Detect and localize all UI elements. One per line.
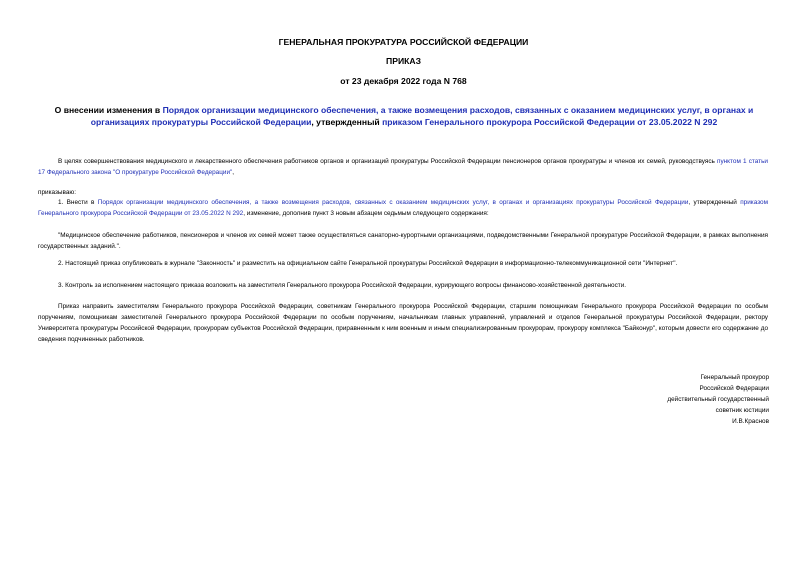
distribution-paragraph: Приказ направить заместителям Генерального прокурора Российской Федерации, советникам Генерального прокурора Российской Федерации, старшим помощникам Генерального прокурора Российской Федерации по особым поручениям, помощникам заместителей Генерального прокурора Российской Федерации по особым поручениям, начальникам главных управлений, управлений и отделов Генеральной прокуратуры Российской Федерации, ректору Университета прокуратуры Российской Федерации, прокурорам субъектов Российской Федерации, приравненным к ним военным и иным специализированным прокурорам, прокурору комплекса "Байконур", которым довести его содержание до сведения подчиненных работников. <box>38 303 768 343</box>
title-prefix: О внесении изменения в <box>54 105 163 115</box>
title-link-order-292[interactable]: приказом Генерального прокурора Российской Федерации от 23.05.2022 N 292 <box>382 117 718 127</box>
item1-end: , изменение, дополнив пункт 3 новым абзацем седьмым следующего содержания: <box>243 210 489 217</box>
item1-prefix: 1. Внести в <box>58 199 98 206</box>
signature-position: Генеральный прокурор <box>700 374 769 381</box>
signature-name: И.В.Краснов <box>732 418 769 425</box>
title-middle: , утвержденный <box>311 117 383 127</box>
signature-rank: действительный государственный <box>667 396 769 403</box>
item1-link-procedure[interactable]: Порядок организации медицинского обеспечения, а также возмещения расходов, связанных с оказанием медицинских услуг, в органах и организациях прокуратуры Российской Федерации <box>97 199 689 206</box>
signature-rank-title: советник юстиции <box>715 407 769 414</box>
item-2-paragraph: 2. Настоящий приказ опубликовать в журнале "Законность" и разместить на официальном сайте Генеральной прокуратуры Российской Федерации в информационно-телекоммуникационной сети "Интернет". <box>58 260 678 267</box>
item-3-paragraph: 3. Контроль за исполнением настоящего приказа возложить на заместителя Генерального прокурора Российской Федерации, курирующего вопросы финансово-хозяйственной деятельности. <box>58 282 627 289</box>
item-1-paragraph <box>38 197 768 219</box>
intro-end: , <box>232 169 235 176</box>
organization-heading: ГЕНЕРАЛЬНАЯ ПРОКУРАТУРА РОССИЙСКОЙ ФЕДЕРАЦИИ <box>278 37 529 47</box>
document-type-heading: ПРИКАЗ <box>386 56 421 66</box>
intro-link-law[interactable]: пунктом 1 статьи 17 Федерального закона "О прокуратуре Российской Федерации" <box>38 158 768 176</box>
document-title <box>36 104 772 128</box>
date-number-heading: от 23 декабря 2022 года N 768 <box>340 76 467 86</box>
intro-paragraph <box>38 156 768 178</box>
intro-text: В целях совершенствования медицинского и лекарственного обеспечения работников органов и организаций прокуратуры Российской Федерации пенсионеров органов прокуратуры и членов их семей, руководствуясь <box>58 158 717 165</box>
item1-link-order-292[interactable]: приказом Генерального прокурора Российской Федерации от 23.05.2022 N 292 <box>38 199 768 217</box>
order-word: приказываю: <box>38 189 76 196</box>
signature-country: Российской Федерации <box>699 385 769 392</box>
signature-block <box>667 372 769 427</box>
item1-middle: , утвержденный <box>688 199 741 206</box>
title-link-procedure[interactable]: Порядок организации медицинского обеспечения, а также возмещения расходов, связанных с оказанием медицинских услуг, в органах и организациях прокуратуры Российской Федерации <box>90 105 754 127</box>
quote-paragraph: "Медицинское обеспечение работников, пенсионеров и членов их семей может также осуществляться санаторно-курортными организациями, подведомственными Генеральной прокуратуре Российской Федерации, в рамках выполнения государственных заданий.". <box>38 232 768 250</box>
